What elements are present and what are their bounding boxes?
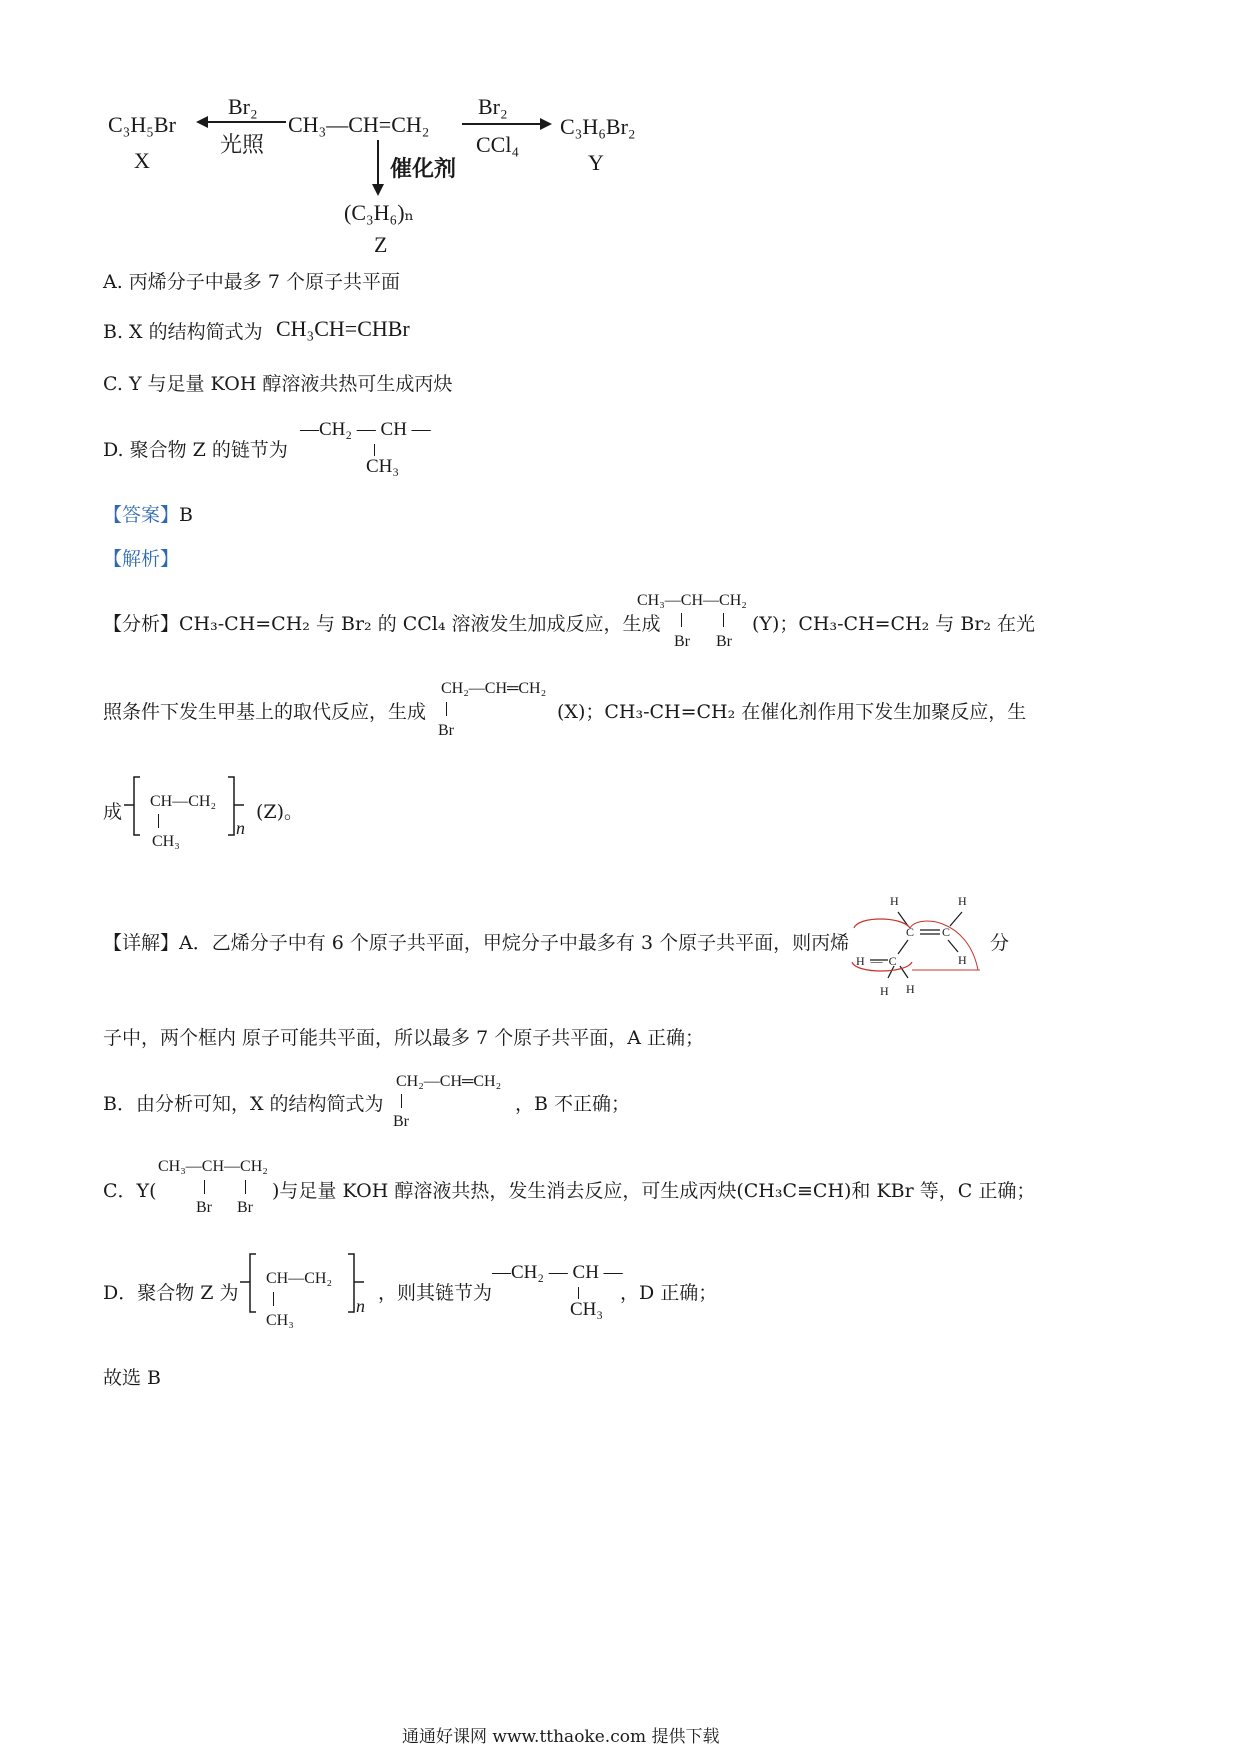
poly-n: n — [236, 818, 245, 838]
xj-y-bond-1 — [204, 1180, 205, 1194]
atom-c-1: C — [906, 925, 915, 939]
x-struct-bond — [446, 702, 447, 716]
xj-unit-bottom: CH₃ — [570, 1299, 604, 1320]
xj-y-bond-2 — [245, 1180, 246, 1194]
left-arrow — [196, 116, 286, 128]
xiangjie-d-text-a: D．聚合物 Z 为 — [103, 1282, 239, 1304]
answer-line — [103, 503, 193, 527]
xiangjie-a-text-1: A．乙烯分子中有 6 个原子共平面，甲烷分子中最多有 3 个原子共平面，则丙烯 — [179, 932, 850, 954]
xj-x-br: Br — [393, 1113, 409, 1130]
poly-bottom: CH₃ — [152, 833, 180, 850]
z-label: Z — [374, 232, 388, 257]
option-c: C. Y 与足量 KOH 醇溶液共热可生成丙炔 — [103, 373, 453, 395]
fenxi-text-3b: (Z)。 — [256, 801, 304, 823]
fenxi-text-1a: CH₃-CH=CH₂ 与 Br₂ 的 CCl₄ 溶液发生加成反应，生成 — [179, 613, 661, 635]
x-struct-br: Br — [438, 722, 454, 739]
left-arrow-top-reagent: Br₂ — [228, 94, 258, 119]
y-formula: C₃H₆Br₂ — [560, 114, 636, 139]
answer-label: 【答案】 — [103, 504, 180, 526]
propene-bonds — [848, 890, 988, 1000]
y-struct-top: CH₃—CH—CH₂ — [637, 592, 747, 609]
poly-top: CH—CH₂ — [150, 793, 217, 810]
conclusion: 故选 B — [103, 1367, 162, 1389]
xiangjie-label: 【详解】 — [103, 932, 180, 954]
answer-value: B — [179, 504, 193, 526]
xj-y-br-1: Br — [196, 1199, 212, 1216]
atom-h-2: H — [958, 894, 967, 908]
y-struct-br-1: Br — [674, 633, 690, 650]
chain-unit-bottom: CH₃ — [366, 456, 400, 477]
xj-x-bond — [401, 1094, 402, 1108]
xj-poly-top: CH—CH₂ — [266, 1270, 333, 1287]
left-arrow-condition: 光照 — [220, 132, 265, 157]
z-formula: (C₃H₆)ₙ — [344, 200, 415, 225]
down-arrow — [372, 140, 384, 196]
y-label: Y — [588, 150, 604, 175]
fenxi-text-2a: 照条件下发生甲基上的取代反应，生成 — [103, 701, 427, 723]
xiangjie-c-text-b: )与足量 KOH 醇溶液共热，发生消去反应，可生成丙炔(CH₃C≡CH)和 KBr 等，C 正确； — [272, 1180, 1036, 1202]
atom-c-2: C — [942, 925, 951, 939]
xj-poly-bottom: CH₃ — [266, 1312, 294, 1329]
x-struct-top: CH₂—CH═CH₂ — [441, 680, 547, 697]
chain-unit-top: —CH₂ — CH — — [300, 419, 431, 440]
atom-h-c: H—C — [856, 954, 903, 968]
xiangjie-c-text-a: C．Y( — [103, 1180, 157, 1202]
xj-unit-top: —CH₂ — CH — — [492, 1262, 623, 1283]
fenxi-text-3a: 成 — [103, 801, 123, 823]
xiangjie-a-line-1-end: 分 — [990, 932, 1010, 954]
atom-h-5: H — [906, 982, 915, 996]
fenxi-text-1b: (Y)；CH₃-CH=CH₂ 与 Br₂ 在光 — [752, 613, 1036, 635]
xiangjie-a-line-1 — [103, 931, 849, 955]
right-arrow-top-reagent: Br₂ — [478, 94, 508, 119]
xiangjie-d-text-c: ，D 正确； — [620, 1282, 718, 1304]
page-footer: 通通好课网 www.tthaoke.com 提供下载 — [402, 1727, 720, 1747]
option-b-formula: CH₃CH=CHBr — [276, 316, 410, 341]
poly-bond — [158, 814, 159, 828]
xiangjie-b-text-b: ，B 不正确； — [515, 1093, 631, 1115]
right-arrow — [462, 118, 552, 130]
xj-poly-n: n — [356, 1296, 365, 1316]
xiangjie-b-text-a: B．由分析可知，X 的结构简式为 — [103, 1093, 384, 1115]
option-b-text: B. X 的结构简式为 — [103, 321, 263, 343]
x-label: X — [134, 148, 150, 173]
fenxi-line-1 — [103, 612, 661, 636]
right-arrow-condition: CCl₄ — [476, 132, 520, 157]
propene-formula: CH₃—CH=CH₂ — [288, 112, 430, 137]
y-struct-bond-1 — [681, 613, 682, 627]
xiangjie-d-text-b: ，则其链节为 — [378, 1282, 493, 1304]
xj-y-br-2: Br — [237, 1199, 253, 1216]
down-arrow-condition: 催化剂 — [390, 156, 457, 181]
atom-h-3: H — [958, 953, 967, 967]
xj-poly-bond — [273, 1292, 274, 1306]
atom-h-4: H — [880, 984, 889, 998]
fenxi-label: 【分析】 — [103, 613, 180, 635]
option-d-text: D. 聚合物 Z 的链节为 — [103, 439, 288, 461]
y-struct-br-2: Br — [716, 633, 732, 650]
x-formula: C₃H₅Br — [108, 112, 176, 137]
xj-y-top: CH₃—CH—CH₂ — [158, 1158, 268, 1175]
atom-h-1: H — [890, 894, 899, 908]
xiangjie-a-line-2: 子中，两个框内 原子可能共平面，所以最多 7 个原子共平面，A 正确； — [103, 1027, 704, 1049]
option-a: A. 丙烯分子中最多 7 个原子共平面 — [103, 271, 400, 293]
analysis-label: 【解析】 — [103, 548, 180, 570]
xj-x-top: CH₂—CH═CH₂ — [396, 1073, 502, 1090]
y-struct-bond-2 — [723, 613, 724, 627]
fenxi-text-2b: (X)；CH₃-CH=CH₂ 在催化剂作用下发生加聚反应，生 — [557, 701, 1027, 723]
